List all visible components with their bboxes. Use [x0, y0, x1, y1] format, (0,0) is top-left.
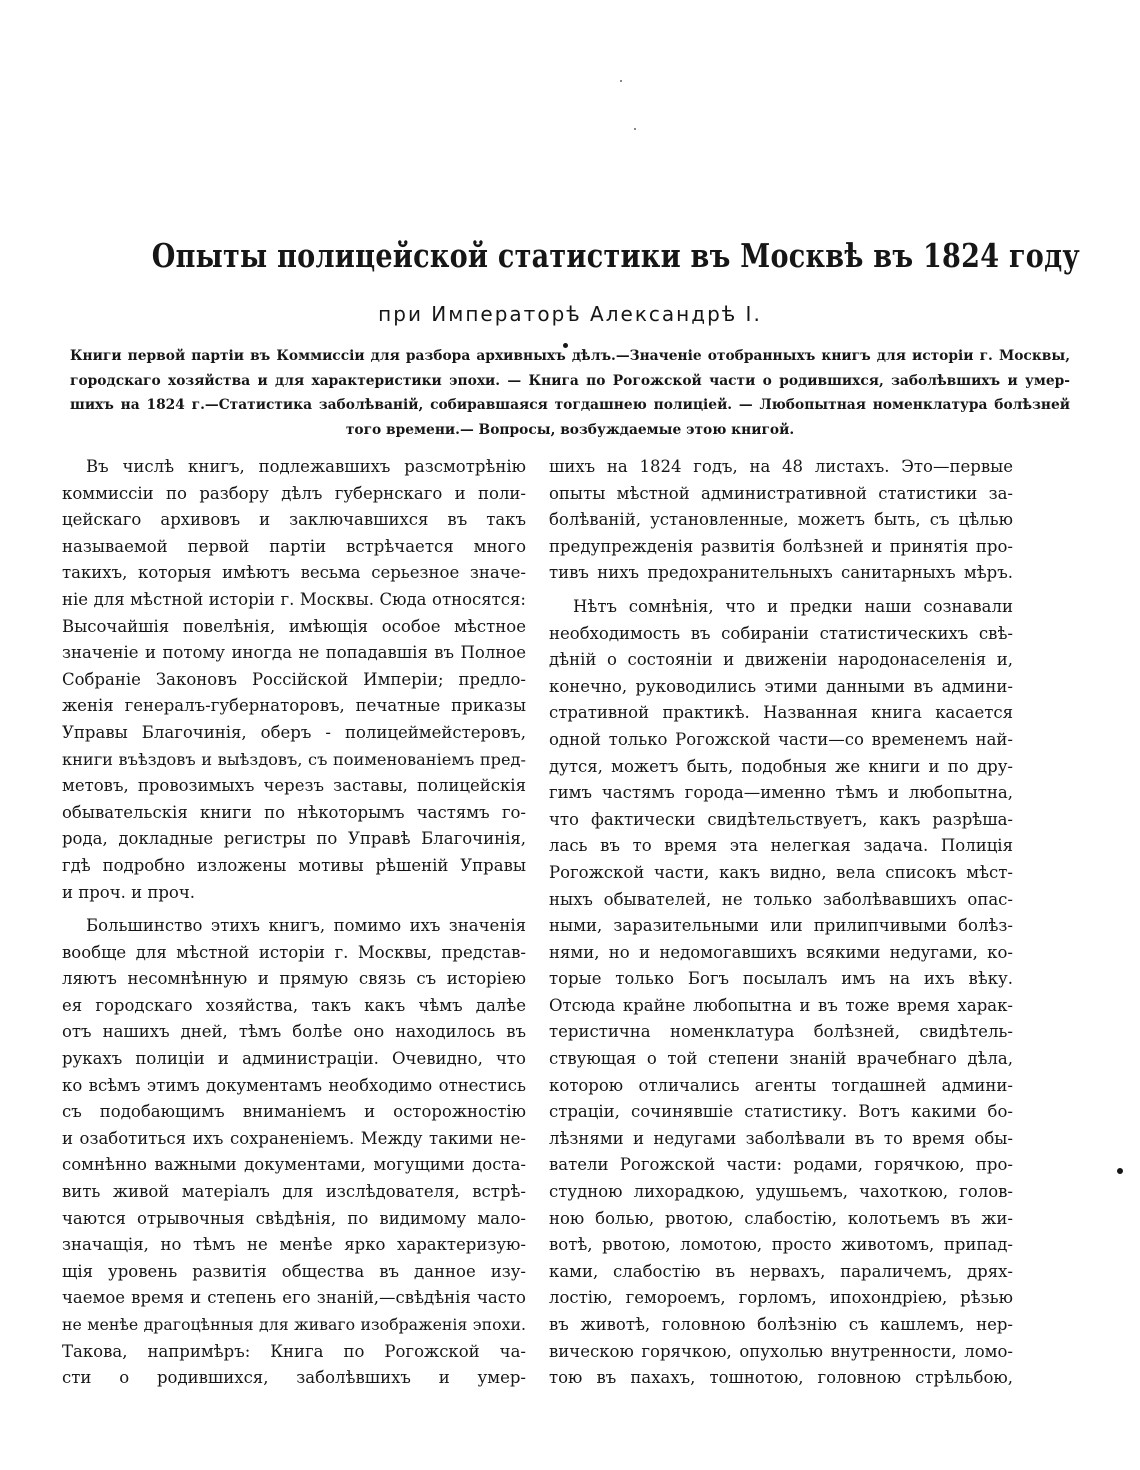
text-line: Собраніе Законовъ Россійской Имперіи; предло- — [62, 669, 526, 689]
text-line: ныхъ обывателей, не только заболѣвавшихъ опас- — [549, 889, 1013, 909]
text-line: лась въ то время эта нелегкая задача. Полиція — [549, 836, 1013, 856]
text-line: дѣній о состояніи и движеніи народонаселенія и, — [549, 650, 1013, 670]
left-column — [62, 454, 526, 1392]
right-column — [549, 454, 1013, 1392]
text-line: лѣзнями и недугами заболѣвали въ то время обы- — [549, 1128, 1013, 1148]
text-line: вическою горячкою, опухолью внутренности, ломо- — [549, 1341, 1013, 1361]
summary-line: шихъ на 1824 г.—Статистика заболѣваній, собиравшаяся тогдашнею полиціей. — Любопытная номенклатура болѣзней — [70, 397, 1070, 413]
text-line: чаемое время и степень его знаній,—свѣдѣнія часто — [62, 1288, 526, 1308]
text-line: вообще для мѣстной исторіи г. Москвы, представ- — [62, 942, 526, 962]
text-line: гимъ частямъ города—именно тѣмъ и любопытна, — [549, 783, 1013, 803]
text-line: Большинство этихъ книгъ, помимо ихъ значенія — [86, 916, 526, 936]
text-line: женія генералъ-губернаторовъ, печатные приказы — [62, 696, 526, 716]
article-summary — [70, 344, 1070, 442]
text-line: ками, слабостію въ нервахъ, параличемъ, дрях- — [549, 1261, 1013, 1281]
text-line: нями, но и недомогавшихъ всякими недугами, ко- — [549, 942, 1013, 962]
text-line: что фактически свидѣтельствуетъ, какъ разрѣша- — [549, 809, 1013, 829]
article-title: Опыты полицейской статистики въ Москвѣ въ 1824 году — [151, 236, 1080, 275]
text-line: Въ числѣ книгъ, подлежавшихъ разсмотрѣнію — [86, 457, 526, 476]
text-line: необходимость въ собираніи статистическихъ свѣ- — [549, 623, 1013, 643]
text-line: вотѣ, рвотою, ломотою, просто животомъ, припад- — [549, 1235, 1013, 1255]
text-line: съ подобающимъ вниманіемъ и осторожностію — [62, 1102, 526, 1122]
text-line: дутся, можетъ быть, подобныя же книги и по дру- — [549, 756, 1013, 776]
scan-mark — [1117, 1168, 1123, 1174]
text-line: болѣваній, установленные, можетъ быть, съ цѣлью — [549, 510, 1013, 530]
text-line: цейскаго архивовъ и заключавшихся въ такъ — [62, 510, 526, 530]
text-line: Отсюда крайне любопытна и въ тоже время харак- — [549, 995, 1013, 1015]
text-line: ея городскаго хозяйства, такъ какъ чѣмъ далѣе — [62, 995, 526, 1015]
text-line: щія уровень развитія общества въ данное изу- — [62, 1261, 526, 1281]
article-subtitle: при Императорѣ Александрѣ I. — [378, 302, 762, 326]
text-line: шихъ на 1824 годъ, на 48 листахъ. Это—первые — [549, 457, 1013, 476]
text-line: ватели Рогожской части: родами, горячкою, про- — [549, 1155, 1013, 1175]
text-line: опыты мѣстной административной статистики за- — [549, 483, 1013, 503]
text-line: стративной практикѣ. Названная книга касается — [549, 703, 1013, 723]
text-line: метовъ, провозимыхъ черезъ заставы, полицейскія — [62, 776, 526, 796]
text-line: ными, заразительными или прилипчивыми болѣз- — [549, 916, 1013, 936]
text-line: тою въ пахахъ, тошнотою, головною стрѣльбою, — [549, 1368, 1013, 1388]
text-line: называемой первой партіи встрѣчается много — [62, 536, 526, 556]
text-line: и озаботиться ихъ сохраненіемъ. Между такими не- — [62, 1128, 526, 1148]
text-line: гдѣ подробно изложены мотивы рѣшеній Управы — [62, 855, 526, 875]
text-line: страціи, сочинявшіе статистику. Вотъ какими бо- — [549, 1102, 1013, 1122]
summary-line: того времени.— Вопросы, возбуждаемые этою книгой. — [345, 421, 795, 438]
text-line: рукахъ полиціи и администраціи. Очевидно, что — [62, 1049, 526, 1069]
text-line: сомнѣнно важными документами, могущими доста- — [62, 1155, 526, 1175]
text-line: сти о родившихся, заболѣвшихъ и умер- — [62, 1368, 526, 1388]
text-line: лостію, гемороемъ, горломъ, ипохондріею, рѣзью — [549, 1288, 1013, 1308]
text-line: студною лихорадкою, удушьемъ, чахоткою, голов- — [549, 1182, 1013, 1202]
text-line: Рогожской части, какъ видно, вела списокъ мѣст- — [549, 862, 1013, 882]
text-line: тивъ нихъ предохранительныхъ санитарныхъ мѣръ. — [549, 563, 1013, 583]
text-line: предупрежденія развитія болѣзней и принятія про- — [549, 536, 1013, 556]
scan-speck — [634, 128, 636, 130]
text-line: торые только Богъ посылалъ имъ на ихъ вѣку. — [549, 969, 1013, 989]
summary-line: Книги первой партіи въ Коммиссіи для разбора архивныхъ дѣлъ.—Значеніе отобранныхъ книгъ для исторіи г. Москвы, — [70, 348, 1070, 364]
text-line: рода, докладные регистры по Управѣ Благочинія, — [62, 829, 526, 849]
text-line: Высочайшія повелѣнія, имѣющія особое мѣстное — [62, 616, 526, 636]
text-line: ляютъ несомнѣнную и прямую связь съ исторіею — [62, 969, 526, 989]
text-line: ко всѣмъ этимъ документамъ необходимо отнестись — [62, 1075, 526, 1095]
text-line: и проч. и проч. — [62, 882, 196, 902]
text-line: Управы Благочинія, оберъ - полицеймейстеровъ, — [62, 722, 526, 742]
text-line: Такова, напримѣръ: Книга по Рогожской ча- — [62, 1341, 526, 1361]
text-line: одной только Рогожской части—со временемъ най- — [549, 729, 1013, 749]
scan-speck — [620, 80, 622, 82]
text-line: ствующая о той степени знаній врачебнаго дѣла, — [549, 1049, 1013, 1069]
text-line: которою отличались агенты тогдашней админи- — [549, 1075, 1013, 1095]
text-line: обывательскія книги по нѣкоторымъ частямъ го- — [62, 802, 526, 822]
text-line: такихъ, которыя имѣютъ весьма серьезное значе- — [62, 563, 526, 583]
text-line: значащія, но тѣмъ не менѣе ярко характеризую- — [62, 1235, 526, 1255]
summary-line: городскаго хозяйства и для характеристики эпохи. — Книга по Рогожской части о родившихся, заболѣвшихъ и умер- — [70, 372, 1070, 389]
text-line: ною болью, рвотою, слабостію, колотьемъ въ жи- — [549, 1208, 1013, 1228]
text-line: значеніе и потому иногда не попадавшія въ Полное — [62, 643, 526, 663]
text-line: ніе для мѣстной исторіи г. Москвы. Сюда относятся: — [62, 589, 526, 609]
text-line: въ животѣ, головною болѣзнію съ кашлемъ, нер- — [549, 1315, 1013, 1334]
text-line: отъ нашихъ дней, тѣмъ болѣе оно находилось въ — [62, 1022, 526, 1042]
text-line: не менѣе драгоцѣнныя для живаго изображенія эпохи. — [62, 1315, 526, 1334]
text-line: конечно, руководились этими данными въ админи- — [549, 676, 1013, 696]
text-line: книги въѣздовъ и выѣздовъ, съ поименованіемъ пред- — [62, 749, 526, 769]
text-line: теристична номенклатура болѣзней, свидѣтель- — [549, 1022, 1013, 1042]
text-line: вить живой матеріалъ для изслѣдователя, встрѣ- — [62, 1182, 526, 1202]
text-line: коммиссіи по разбору дѣлъ губернскаго и поли- — [62, 483, 526, 503]
text-line: чаются отрывочныя свѣдѣнія, по видимому мало- — [62, 1208, 526, 1228]
text-line: Нѣтъ сомнѣнія, что и предки наши сознавали — [573, 596, 1013, 616]
